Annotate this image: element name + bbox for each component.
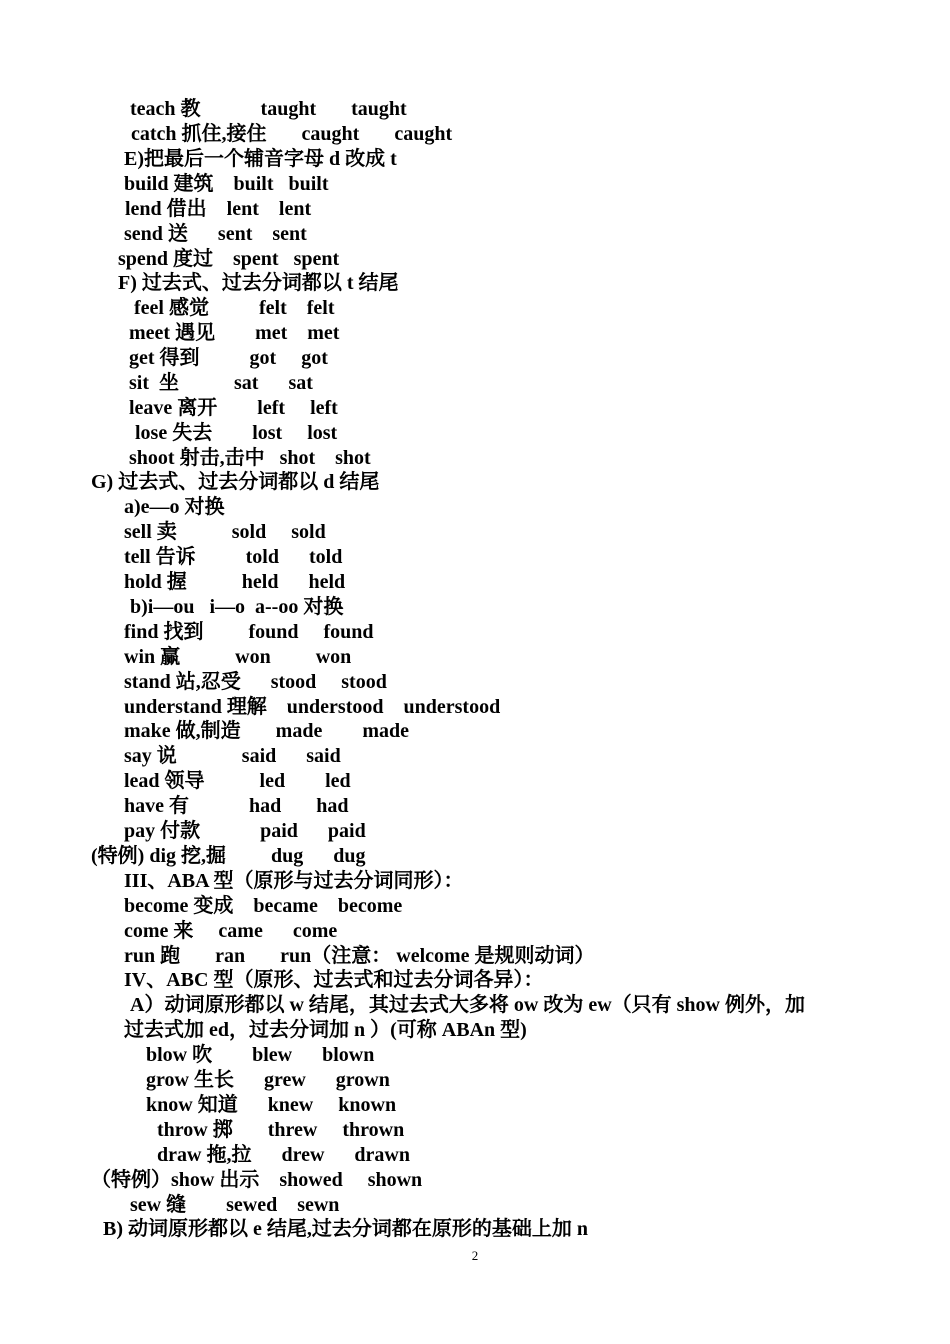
section-heading: IV、ABC 型（原形、过去式和过去分词各异）： (124, 969, 544, 991)
text-line: run 跑 ran run（注意： welcome 是规则动词） (124, 945, 595, 967)
text-line: hold 握 held held (124, 571, 346, 593)
text-line: throw 掷 threw thrown (157, 1119, 405, 1141)
paragraph-line: A）动词原形都以 w 结尾，其过去式大多将 ow 改为 ew（只有 show 例外，加 (130, 994, 805, 1016)
text-line: leave 离开 left left (129, 397, 338, 419)
text-line: spend 度过 spent spent (118, 248, 340, 270)
text-line: say 说 said said (124, 745, 341, 767)
subsection-heading: b)i—ou i—o a--oo 对换 (130, 596, 344, 618)
text-line: （特例）show 出示 showed shown (91, 1169, 423, 1191)
section-heading: III、ABA 型（原形与过去分词同形）： (124, 870, 464, 892)
text-line: sew 缝 sewed sewn (130, 1194, 340, 1216)
subsection-heading: a)e—o 对换 (124, 496, 225, 518)
text-line: E)把最后一个辅音字母 d 改成 t (124, 148, 397, 170)
text-line: understand 理解 understood understood (124, 696, 501, 718)
section-heading: F) 过去式、过去分词都以 t 结尾 (118, 272, 399, 294)
text-line: blow 吹 blew blown (146, 1044, 375, 1066)
text-line: make 做,制造 made made (124, 720, 409, 742)
text-line: shoot 射击,击中 shot shot (129, 447, 371, 469)
text-line: come 来 came come (124, 920, 338, 942)
text-line: stand 站,忍受 stood stood (124, 671, 387, 693)
text-line: know 知道 knew known (146, 1094, 397, 1116)
text-line: (特例) dig 挖,掘 dug dug (91, 845, 366, 867)
text-line: sell 卖 sold sold (124, 521, 326, 543)
text-line: build 建筑 built built (124, 173, 329, 195)
section-heading: G) 过去式、过去分词都以 d 结尾 (91, 471, 380, 493)
text-line: draw 拖,拉 drew drawn (157, 1144, 410, 1166)
text-line: teach 教 taught taught (130, 98, 407, 120)
text-line: catch 抓住,接住 caught caught (131, 123, 453, 145)
text-line: find 找到 found found (124, 621, 374, 643)
section-heading: B) 动词原形都以 e 结尾,过去分词都在原形的基础上加 n (103, 1218, 588, 1240)
text-line: lose 失去 lost lost (135, 422, 338, 444)
text-line: pay 付款 paid paid (124, 820, 366, 842)
paragraph-line: 过去式加 ed，过去分词加 n ）(可称 ABAn 型) (124, 1019, 527, 1041)
text-line: meet 遇见 met met (129, 322, 340, 344)
text-line: lead 领导 led led (124, 770, 351, 792)
text-line: lend 借出 lent lent (125, 198, 312, 220)
text-line: sit 坐 sat sat (129, 372, 313, 394)
text-line: grow 生长 grew grown (146, 1069, 390, 1091)
text-line: win 赢 won won (124, 646, 352, 668)
text-line: get 得到 got got (129, 347, 328, 369)
text-line: become 变成 became become (124, 895, 403, 917)
text-line: feel 感觉 felt felt (134, 297, 335, 319)
text-line: have 有 had had (124, 795, 349, 817)
page-number: 2 (471, 1248, 479, 1263)
text-line: send 送 sent sent (124, 223, 307, 245)
text-line: tell 告诉 told told (124, 546, 343, 568)
